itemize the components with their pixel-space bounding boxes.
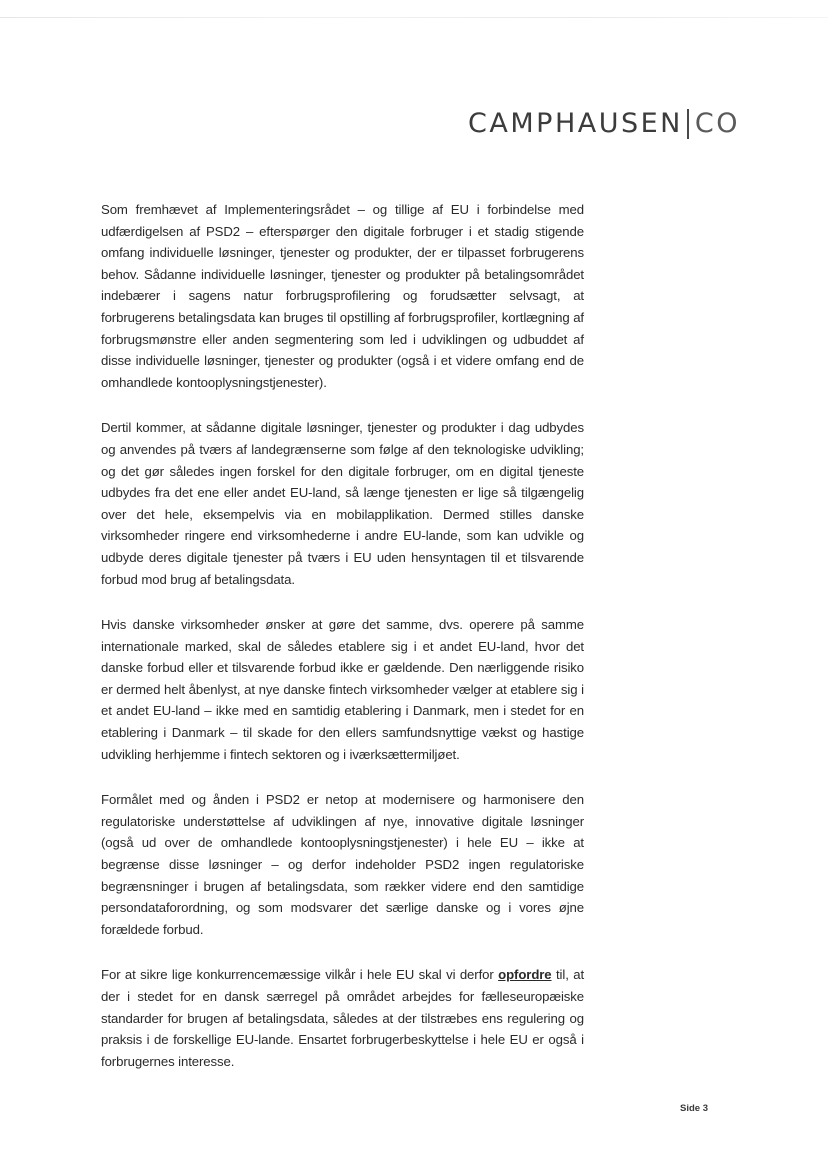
emphasized-word: opfordre — [498, 967, 552, 983]
letter-body — [101, 199, 584, 1096]
paragraph-5 — [101, 964, 584, 1072]
company-logo — [468, 108, 740, 139]
paragraph-2: Dertil kommer, at sådanne digitale løsninger, tjenester og produkter i dag udbydes og anvendes på tværs af landegrænserne som følge af den teknologiske udvikling; og det gør således ingen forskel for den digitale forbruger, om en digital tjeneste udbydes fra det ene eller andet EU-land, så længe tjenesten er lige så tilgængelig over det hele, eksempelvis via en mobilapplikation. Dermed stilles danske virksomheder ringere end virksomhederne i andre EU-lande, som kan udvikle og udbyde deres digitale tjenester på tværs i EU uden hensyntagen til et tilsvarende forbud mod brug af betalingsdata. — [101, 420, 584, 587]
scan-artifact-line — [0, 17, 828, 18]
paragraph-3: Hvis danske virksomheder ønsker at gøre det samme, dvs. operere på samme internationale marked, skal de således etablere sig i et andet EU-land, hvor det danske forbud eller et tilsvarende forbud ikke er gældende. Den nærliggende risiko er dermed helt åbenlyst, at nye danske fintech virksomheder vælger at etablere sig i et andet EU-land – ikke med en samtidig etablering i Danmark, men i stedet for en etablering i Danmark – til skade for den ellers samfundsnyttige vækst og hastige udvikling herhjemme i fintech sektoren og i iværksættermiljøet. — [101, 617, 584, 762]
paragraph-4: Formålet med og ånden i PSD2 er netop at modernisere og harmonisere den regulatoriske understøttelse af udviklingen af nye, innovative digitale løsninger (også ud over de omhandlede kontooplysningstjenester) i hele EU – ikke at begrænse disse løsninger – og derfor indeholder PSD2 ingen regulatoriske begrænsninger i brugen af betalingsdata, som rækker videre end den samtidige persondataforordning, og som modsvarer det særlige danske og i vores øjne forældede forbud. — [101, 792, 584, 937]
logo-divider — [687, 109, 689, 139]
logo-main-text: CAMPHAUSEN — [468, 108, 683, 139]
page-number: Side 3 — [680, 1103, 708, 1114]
paragraph-1: Som fremhævet af Implementeringsrådet – og tillige af EU i forbindelse med udfærdigelsen af PSD2 – efterspørger den digitale forbruger i et stadig stigende omfang individuelle løsninger, tjenester og produkter, der er tilpasset forbrugerens behov. Sådanne individuelle løsninger, tjenester og produkter på betalingsområdet indebærer i sagens natur forbrugsprofilering og forudsætter selvsagt, at forbrugerens betalingsdata kan bruges til opstilling af forbrugsprofiler, kortlægning af forbrugsmønstre eller anden segmentering som led i udviklingen og udbuddet af disse individuelle løsninger, tjenester og produkter (også i et videre omfang end de omhandlede kontooplysningstjenester). — [101, 202, 584, 390]
logo-suffix-text: CO — [694, 108, 740, 139]
paragraph-5-rest: til, at der i stedet for en dansk særregel på området arbejdes for fælleseuropæiske standarder for brugen af betalingsdata, således at der tilstræbes ens regulering og praksis i de forskellige EU-lande. Ensartet forbrugerbeskyttelse i hele EU er også i forbrugernes interesse. — [101, 967, 585, 1069]
paragraph-5-lead: For at sikre lige konkurrencemæssige vilkår i hele EU skal vi derfor — [101, 967, 499, 983]
